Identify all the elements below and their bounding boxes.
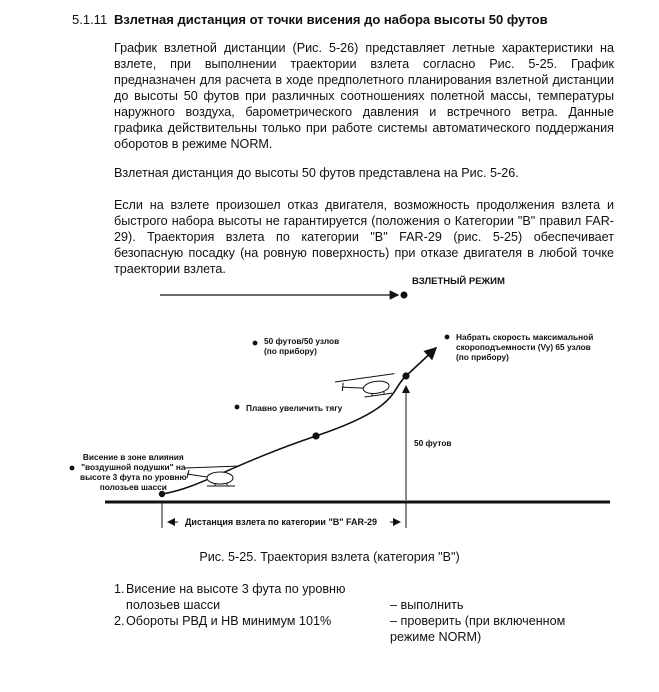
distance-label: Дистанция взлета по категории "В" FAR-29 [185,517,377,527]
checklist-action-1: – выполнить [390,598,464,612]
checklist-action-2: – проверить (при включенном режиме NORM) [390,614,566,644]
thrust-label: Плавно увеличить тягу [246,403,343,413]
climb-speed-label: Набрать скорость максимальной скороподъемности (Vy) 65 узлов (по прибору) [456,332,594,362]
fifty-feet-point [402,372,409,379]
checklist-item-1: Висение на высоте 3 фута по уровню полозьев шасси [126,582,346,612]
fifty-feet-speed-label: 50 футов/50 узлов (по прибору) [264,336,340,356]
paragraph-engine-failure: Если на взлете произошел отказ двигателя, возможность продолжения взлета и быстрого набора высоты не гарантируется (положения о Категории "В" правил FAR-29). Траектория взлета по категории "В" FAR-29 (рис. 5-25) обеспечивает безопасную посадку (на ровную поверхность) при отказе двигателя в любой точке траектории взлета. [114,198,614,276]
figure-caption: Рис. 5-25. Траектория взлета (категория "В") [199,550,460,564]
paragraph-reference: Взлетная дистанция до высоты 50 футов представлена на Рис. 5-26. [114,166,519,180]
thrust-point [312,432,319,439]
takeoff-mode-label: ВЗЛЕТНЫЙ РЕЖИМ [412,276,505,287]
paragraph-intro: График взлетной дистанции (Рис. 5-26) представляет летные характеристики на взлете, при выполнении траектории взлета согласно Рис. 5-25. График предназначен для расчета в ходе предполетного планирования взлетной дистанции до высоты 50 футов при различных соотношениях полетной массы, температуры наружного воздуха, барометрического давления и встречного ветра. Данные графика действительны только при работе системы автоматического поддержания оборотов в режиме NORM. [114,41,614,151]
checklist-num-1: 1. [114,582,125,596]
height-label: 50 футов [414,438,452,448]
section-title: Взлетная дистанция от точки висения до набора высоты 50 футов [114,12,548,27]
mode-point [401,292,408,299]
hover-label: Висение в зоне влияния "воздушной подушки" на высоте 3 фута по уровню полозьев шасси [80,452,187,492]
checklist-item-2: Обороты РВД и НВ минимум 101% [126,614,332,628]
checklist-num-2: 2. [114,614,125,628]
section-number: 5.1.11 [72,12,108,27]
trajectory-curve [162,348,436,494]
helicopter-climb-icon [335,374,397,401]
